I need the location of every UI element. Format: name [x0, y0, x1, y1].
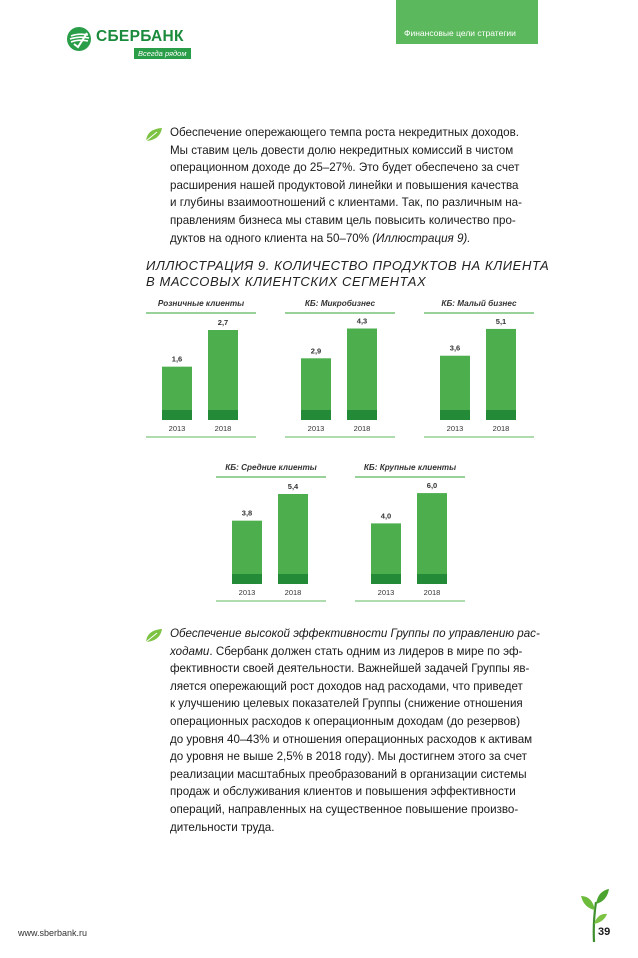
data-label: 2,7: [217, 318, 229, 327]
tick-label: 2013: [446, 424, 464, 433]
paragraph-line: операционном доходе до 25–27%. Это будет обеспечено за счет: [170, 161, 520, 175]
paragraph-line: до уровня 40–43% и отношения операционных расходов к активам: [170, 732, 533, 746]
page-number: 39: [598, 926, 611, 938]
paragraph-line: [170, 625, 542, 643]
paragraph-line: операционных расходов к операционным доходам (до резервов): [170, 714, 521, 728]
tick-label: 2013: [168, 424, 186, 433]
bar: [347, 329, 377, 420]
paragraph-italic: Обеспечение высокой эффективности Группы по управлению рас-: [170, 627, 540, 640]
bar-base: [232, 574, 262, 584]
paragraph-non-credit-income: [170, 124, 542, 247]
data-label: 3,8: [241, 508, 253, 518]
data-label: 5,4: [287, 482, 299, 491]
bar-base: [347, 410, 377, 420]
tick-label: 2013: [238, 588, 256, 597]
illustration-title-line: В МАССОВЫХ КЛИЕНТСКИХ СЕГМЕНТАХ: [146, 274, 427, 289]
section-tab: [396, 0, 538, 44]
paragraph-line: [170, 643, 542, 661]
leaf-bullet-icon: [145, 628, 163, 643]
illustration-reference: (Иллюстрация 9).: [372, 231, 471, 245]
paragraph-line: Обеспечение опережающего темпа роста некредитных доходов.: [170, 126, 519, 139]
chart-title: КБ: Микробизнес: [304, 299, 376, 308]
paragraph-line: и глубины взаимоотношений с клиентами. Так, по различным на-: [170, 196, 522, 210]
paragraph-line: продаж и обслуживания клиентов и повышения эффективности: [170, 785, 516, 799]
chart-medium-clients: [216, 460, 326, 604]
tick-label: 2018: [353, 424, 371, 433]
bar-base: [371, 574, 401, 584]
bar-base: [486, 410, 516, 420]
bar-base: [440, 410, 470, 420]
data-label: 2,9: [310, 346, 322, 356]
bar: [278, 494, 308, 584]
chart-microbusiness: [285, 296, 395, 440]
footer-url[interactable]: www.sberbank.ru: [18, 928, 88, 938]
bar-base: [162, 410, 192, 420]
chart-title: КБ: Малый бизнес: [441, 299, 517, 308]
chart-small-business: [424, 296, 534, 440]
data-label: 4,3: [356, 316, 368, 326]
paragraph-line: до уровня не выше 2,5% в 2018 году). Мы достигнем этого за счет: [170, 750, 527, 764]
chart-large-clients: [355, 460, 465, 604]
illustration-title-line: ИЛЛЮСТРАЦИЯ 9. КОЛИЧЕСТВО ПРОДУКТОВ НА КЛИЕНТА: [146, 258, 550, 273]
paragraph-line: фективности своей деятельности. Важнейшей задачей Группы яв-: [170, 662, 530, 676]
paragraph-line: реализации масштабных преобразований в организации системы: [170, 767, 527, 781]
tick-label: 2018: [492, 424, 510, 433]
paragraph-line: правлениям бизнеса мы ставим цель повысить количество про-: [170, 213, 516, 227]
paragraph-line: дительности труда.: [170, 820, 275, 834]
paragraph-text: . Сбербанк должен стать одним из лидеров в мире по эф-: [209, 644, 523, 658]
chart-retail-clients: [146, 296, 256, 440]
data-label: 4,0: [380, 511, 392, 521]
data-label: 1,6: [171, 354, 183, 364]
brand-name: СБЕРБАНК: [96, 28, 184, 45]
bar-base: [278, 574, 308, 584]
sberbank-logo-icon: [66, 26, 92, 52]
leaf-bullet-icon: [145, 127, 163, 142]
bar: [417, 493, 447, 584]
paragraph-line: ляется опережающий рост доходов над расходами, что приведет: [170, 679, 523, 693]
bar: [486, 329, 516, 420]
data-label: 3,6: [449, 343, 461, 353]
section-title: Финансовые цели стратегии: [404, 28, 516, 38]
tick-label: 2018: [284, 588, 302, 597]
data-label: 6,0: [426, 481, 438, 491]
tick-label: 2013: [307, 424, 325, 433]
bar-base: [417, 574, 447, 584]
tick-label: 2013: [377, 588, 395, 597]
bar: [208, 330, 238, 420]
paragraph-text: дуктов на одного клиента на 50–70%: [170, 231, 373, 245]
tick-label: 2018: [423, 588, 441, 597]
paragraph-line: к улучшению целевых показателей Группы (снижение отношения: [170, 697, 523, 711]
paragraph-line: операций, направленных на существенное повышение произво-: [170, 802, 519, 816]
chart-title: КБ: Крупные клиенты: [363, 463, 457, 472]
brand-tagline: Всегда рядом: [134, 48, 191, 59]
chart-title: КБ: Средние клиенты: [225, 463, 317, 472]
paragraph-cost-efficiency: [170, 625, 542, 836]
bar-base: [208, 410, 238, 420]
illustration-title: [146, 258, 549, 290]
sberbank-logo: [66, 26, 196, 62]
paragraph-line: расширения нашей продуктовой линейки и повышения качества: [170, 178, 519, 192]
data-label: 5,1: [495, 316, 507, 326]
chart-title: Розничные клиенты: [157, 299, 245, 308]
paragraph-line: [170, 230, 542, 248]
bar-base: [301, 410, 331, 420]
paragraph-italic: ходами: [170, 644, 210, 658]
paragraph-line: Мы ставим цель довести долю некредитных комиссий в чистом: [170, 143, 514, 157]
tick-label: 2018: [214, 424, 232, 433]
